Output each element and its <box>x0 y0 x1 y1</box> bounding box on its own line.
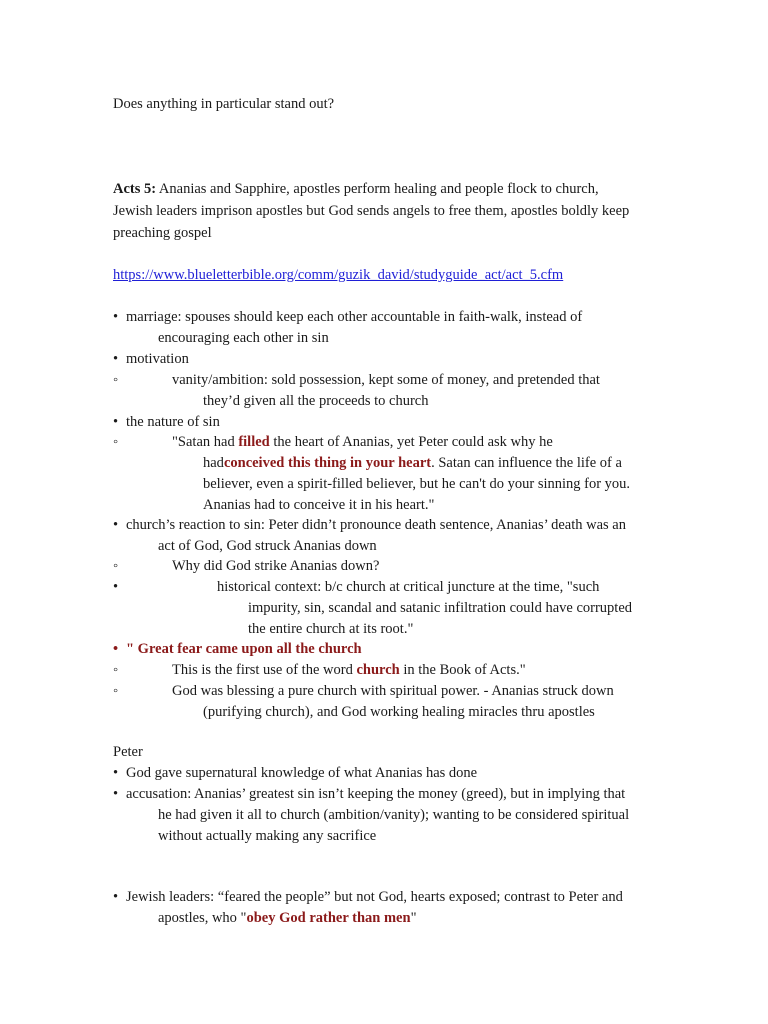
bullet-dot-icon: • <box>113 414 119 430</box>
satan-text-influence: . Satan can influence the life of a <box>431 455 622 471</box>
bullet-ring-icon: ◦ <box>113 662 119 678</box>
peter-heading: Peter <box>113 744 143 760</box>
acts-summary-line-3: preaching gospel <box>113 225 212 241</box>
note-first-use <box>172 661 526 679</box>
leaders-line-1: Jewish leaders: “feared the people” but not God, hearts exposed; contrast to Peter and <box>126 889 623 905</box>
note-why: Why did God strike Ananias down? <box>172 558 380 574</box>
first-use-text-c: in the Book of Acts." <box>399 662 526 678</box>
note-marriage-line-2: encouraging each other in sin <box>158 330 329 346</box>
note-satan-line-4: Ananias had to conceive it in his heart." <box>203 497 435 513</box>
acts-heading: Acts 5: <box>113 181 157 197</box>
first-use-text-a: This is the first use of the word <box>172 662 357 678</box>
bullet-ring-icon: ◦ <box>113 434 119 450</box>
note-reaction-line-1: church’s reaction to sin: Peter didn’t pronounce death sentence, Ananias’ death was an <box>126 517 626 533</box>
note-nature-of-sin: the nature of sin <box>126 414 220 430</box>
bullet-ring-icon: ◦ <box>113 372 119 388</box>
note-reaction-line-2: act of God, God struck Ananias down <box>158 538 377 554</box>
leaders-text-a: apostles, who " <box>158 910 247 926</box>
peter-accusation-line-2: he had given it all to church (ambition/vanity); wanting to be considered spiritual <box>158 807 630 823</box>
peter-accusation-line-1: accusation: Ananias’ greatest sin isn’t keeping the money (greed), but in implying that <box>126 786 626 802</box>
acts-summary-line-2: Jewish leaders imprison apostles but God sends angels to free them, apostles boldly keep <box>113 203 630 219</box>
satan-text-c: the heart of Ananias, yet Peter could ask why he <box>269 434 553 450</box>
leaders-line-2 <box>158 909 416 927</box>
satan-highlight-conceived: conceived this thing in your heart <box>223 455 432 471</box>
first-use-highlight-church: church <box>356 662 400 678</box>
note-blessing-line-2: (purifying church), and God working healing miracles thru apostles <box>203 704 595 720</box>
note-history-line-2: impurity, sin, scandal and satanic infiltration could have corrupted <box>248 600 633 616</box>
bullet-ring-icon: ◦ <box>113 683 119 699</box>
acts-summary-text-1: Ananias and Sapphire, apostles perform healing and people flock to church, <box>156 181 599 197</box>
note-motivation: motivation <box>126 351 189 367</box>
bullet-ring-icon: ◦ <box>113 558 119 574</box>
leaders-highlight-obey: obey God rather than men <box>246 910 411 926</box>
satan-highlight-filled: filled <box>238 434 270 450</box>
note-marriage-line-1: marriage: spouses should keep each other accountable in faith-walk, instead of <box>126 309 583 325</box>
bullet-dot-icon: • <box>113 765 119 781</box>
note-satan-line-1 <box>172 433 553 451</box>
bullet-dot-icon: • <box>113 641 119 657</box>
note-vanity-line-2: they’d given all the proceeds to church <box>203 393 429 409</box>
bullet-dot-icon: • <box>113 351 119 367</box>
peter-accusation-line-3: without actually making any sacrifice <box>158 828 377 844</box>
bullet-dot-icon: • <box>113 889 119 905</box>
commentary-link[interactable]: https://www.blueletterbible.org/comm/guzik_david/studyguide_act/act_5.cfm <box>113 267 564 283</box>
satan-text-had: had <box>203 455 224 471</box>
note-history-line-3: the entire church at its root." <box>248 621 414 637</box>
question-text: Does anything in particular stand out? <box>113 96 335 112</box>
bullet-dot-icon: • <box>113 579 119 595</box>
bullet-dot-icon: • <box>113 309 119 325</box>
note-satan-line-3: believer, even a spirit-filled believer, but he can't do your sinning for you. <box>203 476 631 492</box>
acts-summary-line-1 <box>113 180 599 198</box>
note-history-line-1: historical context: b/c church at critical juncture at the time, "such <box>217 579 600 595</box>
bullet-dot-icon: • <box>113 517 119 533</box>
satan-text-a: "Satan had <box>172 434 239 450</box>
bullet-dot-icon: • <box>113 786 119 802</box>
note-vanity-line-1: vanity/ambition: sold possession, kept some of money, and pretended that <box>172 372 600 388</box>
peter-knowledge: God gave supernatural knowledge of what Ananias has done <box>126 765 478 781</box>
note-satan-line-2 <box>203 454 622 472</box>
note-blessing-line-1: God was blessing a pure church with spiritual power. - Ananias struck down <box>172 683 614 699</box>
leaders-text-c: " <box>410 910 417 926</box>
note-great-fear: " Great fear came upon all the church <box>126 641 362 657</box>
